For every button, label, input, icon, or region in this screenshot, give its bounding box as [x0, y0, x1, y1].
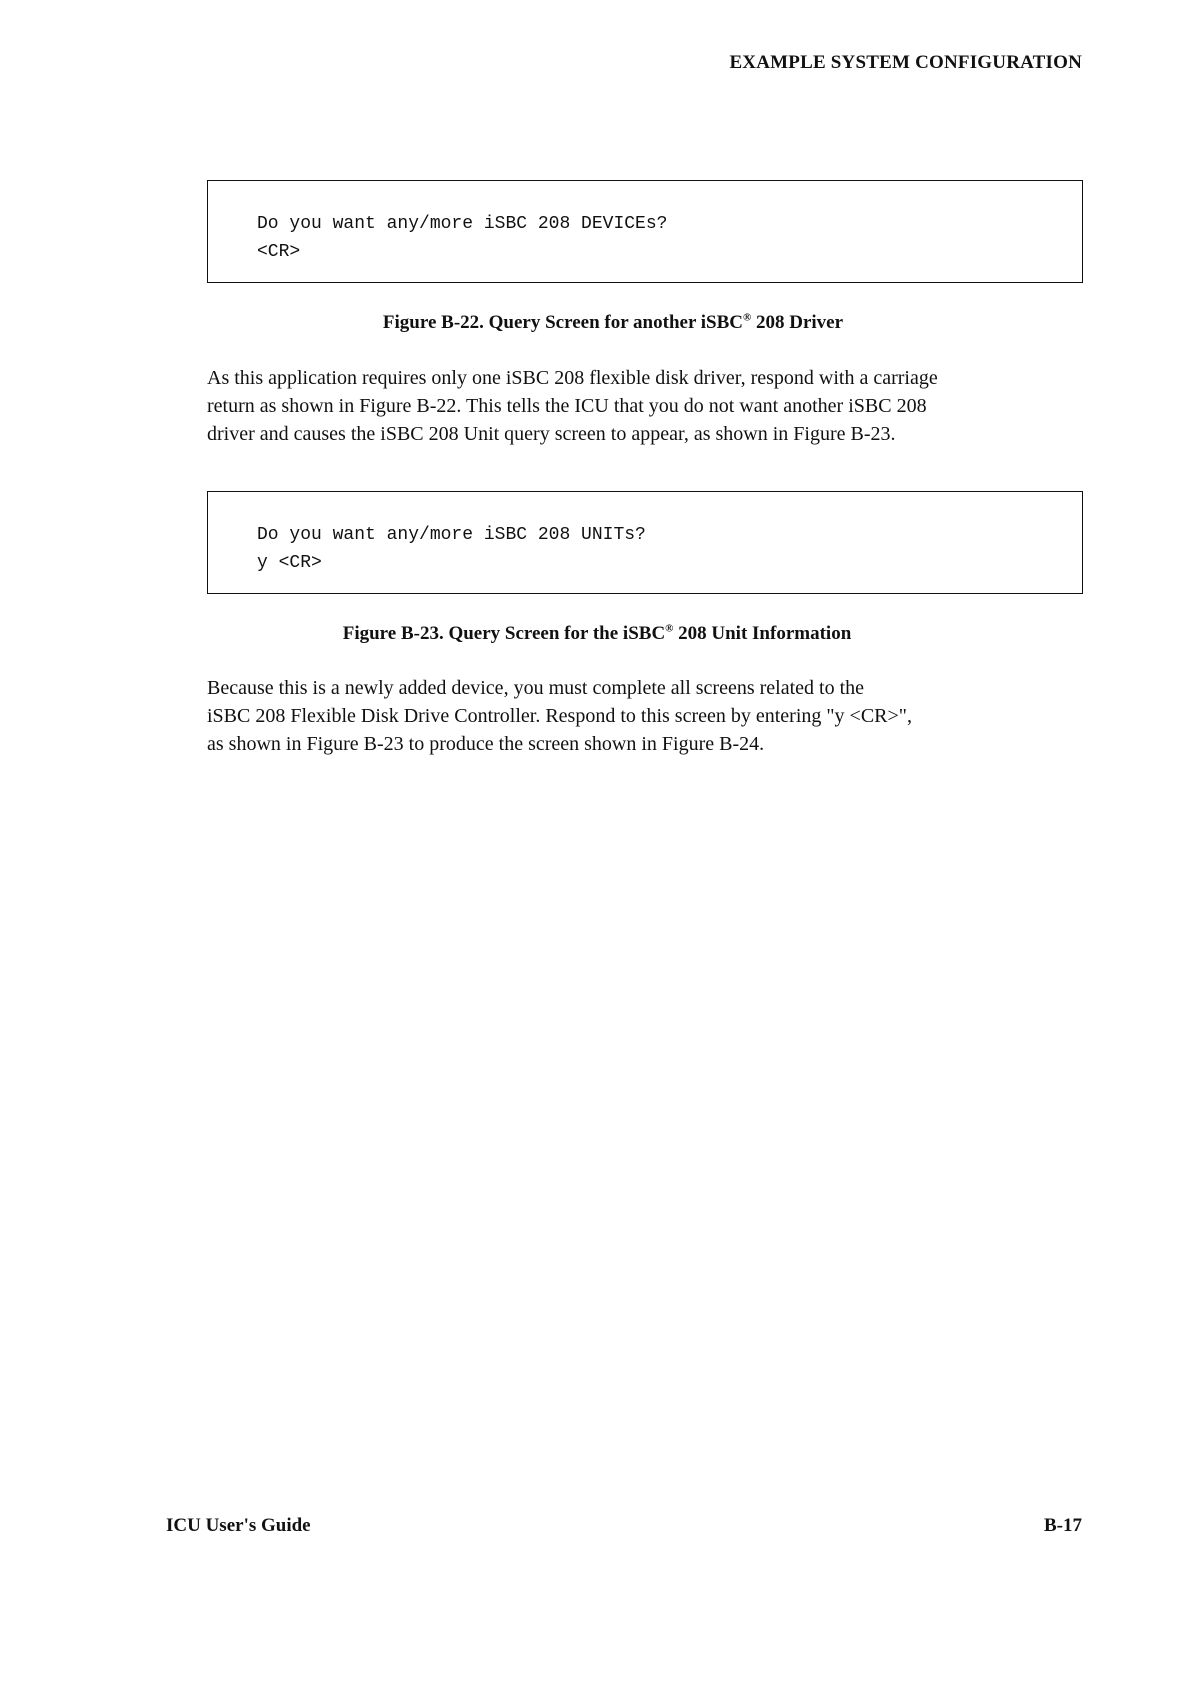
- screen-line: Do you want any/more iSBC 208 UNITs?: [257, 525, 646, 545]
- caption-text: Figure B-22. Query Screen for another iSBC: [382, 312, 744, 333]
- paragraph-line: Because this is a newly added device, you must complete all screens related to the: [207, 677, 865, 699]
- paragraph-line: driver and causes the iSBC 208 Unit query screen to appear, as shown in Figure B-23.: [207, 423, 896, 445]
- registered-mark: ®: [743, 311, 752, 324]
- figure-caption-b22: [0, 312, 1190, 334]
- paragraph-line: return as shown in Figure B-22. This tells the ICU that you do not want another iSBC 208: [207, 395, 927, 417]
- paragraph-line: as shown in Figure B-23 to produce the screen shown in Figure B-24.: [207, 733, 765, 755]
- paragraph-1: [207, 364, 1087, 448]
- screen-line: y <CR>: [257, 553, 322, 573]
- query-screen-devices: [207, 180, 1083, 283]
- caption-text: 208 Driver: [751, 312, 844, 333]
- figure-caption-b23: [0, 623, 1190, 645]
- caption-text: Figure B-23. Query Screen for the iSBC: [342, 623, 666, 644]
- page-number: B-17: [1044, 1515, 1082, 1536]
- screen-line: <CR>: [257, 242, 301, 262]
- paragraph-line: iSBC 208 Flexible Disk Drive Controller. Respond to this screen by entering "y <CR>",: [207, 705, 912, 727]
- caption-text: 208 Unit Information: [673, 623, 852, 644]
- registered-mark: ®: [665, 622, 674, 635]
- screen-line: Do you want any/more iSBC 208 DEVICEs?: [257, 214, 668, 234]
- paragraph-line: As this application requires only one iSBC 208 flexible disk driver, respond with a carriage: [207, 367, 938, 389]
- query-screen-units: [207, 491, 1083, 594]
- paragraph-2: [207, 674, 1087, 758]
- running-header: EXAMPLE SYSTEM CONFIGURATION: [729, 52, 1082, 73]
- footer-guide-title: ICU User's Guide: [166, 1515, 311, 1536]
